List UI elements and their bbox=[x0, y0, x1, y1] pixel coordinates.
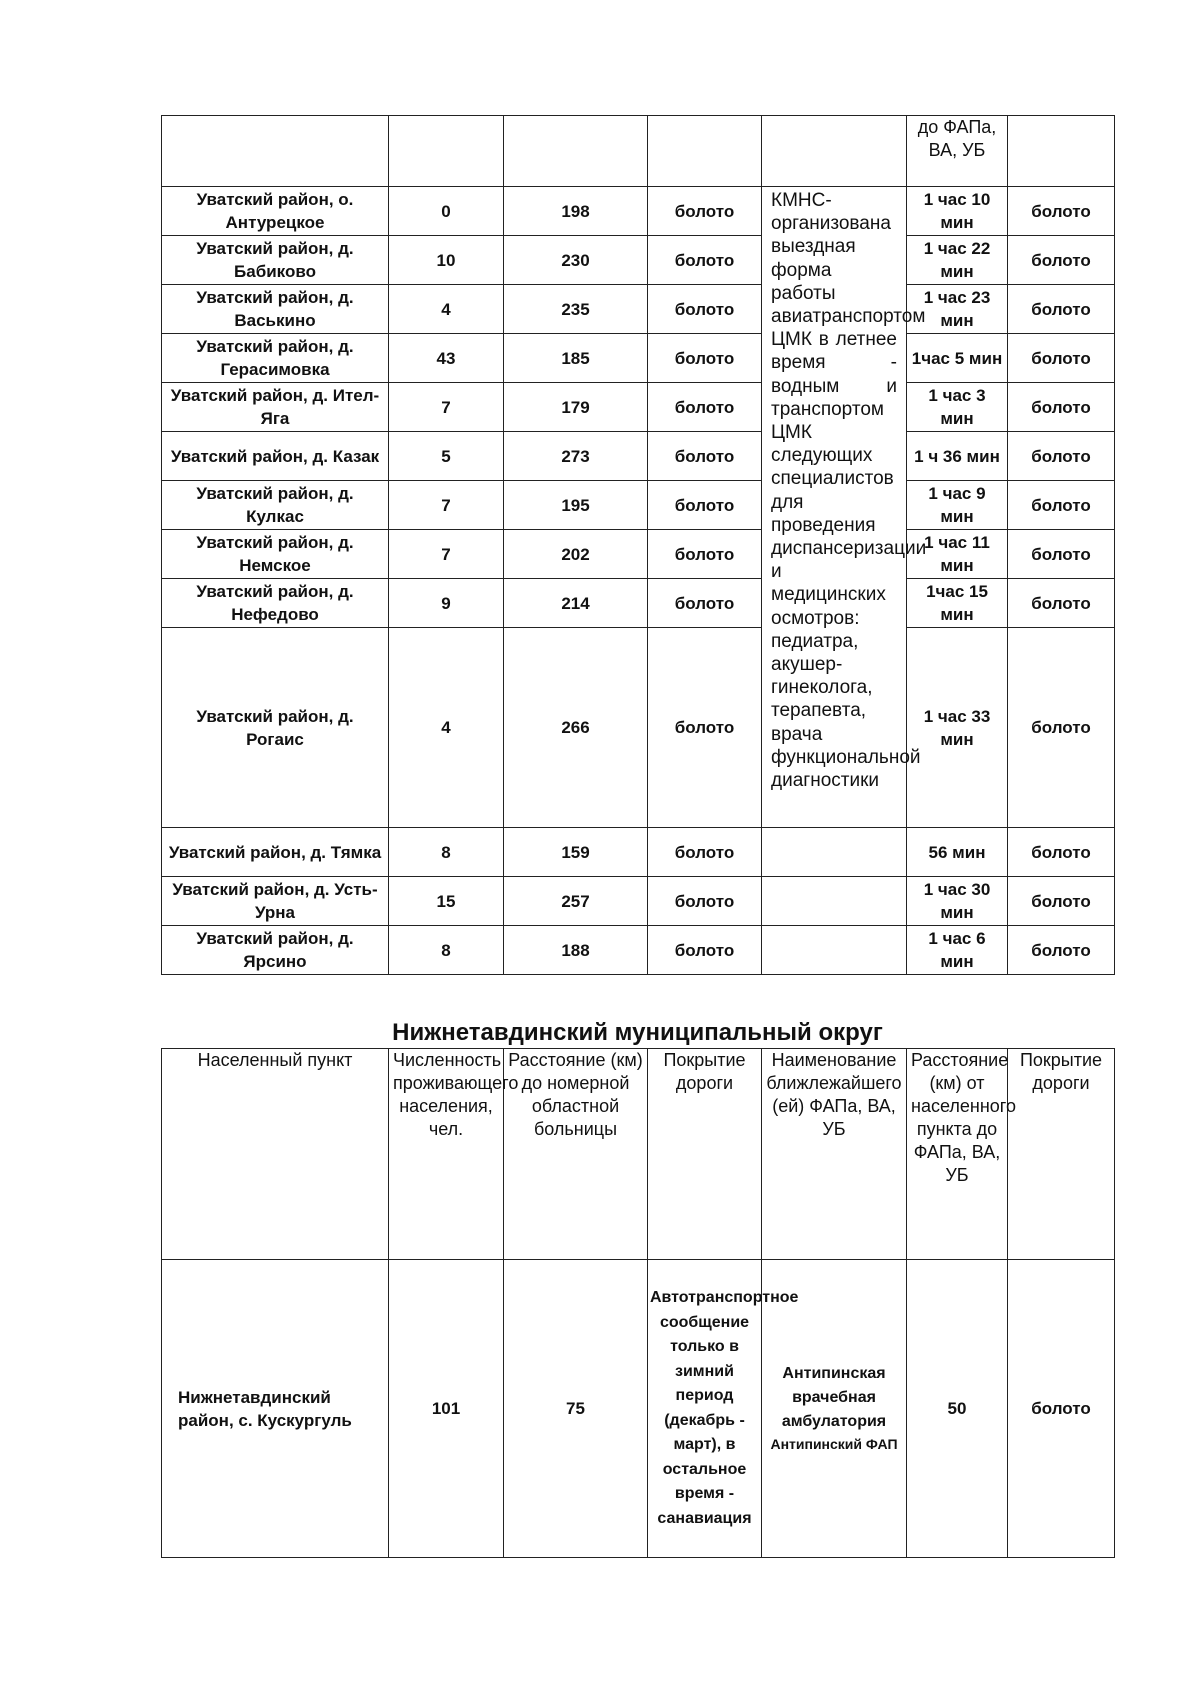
distance-cell: 214 bbox=[504, 579, 648, 628]
road2-cell: болото bbox=[1008, 579, 1115, 628]
table-header-continuation bbox=[162, 116, 1115, 187]
table-row bbox=[162, 432, 1115, 481]
distance-cell: 75 bbox=[504, 1260, 648, 1558]
table-row bbox=[162, 628, 1115, 828]
header-road: Покрытие дороги bbox=[648, 1049, 762, 1260]
road-cell: болото bbox=[648, 236, 762, 285]
time-cell: 56 мин bbox=[907, 828, 1008, 877]
distance-cell: 273 bbox=[504, 432, 648, 481]
table-row bbox=[162, 481, 1115, 530]
table-row bbox=[162, 877, 1115, 926]
road-cell: болото bbox=[648, 187, 762, 236]
place-cell: Уватский район, д. Ярсино bbox=[162, 926, 389, 975]
header-cell bbox=[1008, 116, 1115, 187]
distance-cell: 188 bbox=[504, 926, 648, 975]
road-cell: болото bbox=[648, 285, 762, 334]
distance-cell: 179 bbox=[504, 383, 648, 432]
place-cell: Уватский район, д. Бабиково bbox=[162, 236, 389, 285]
population-cell: 0 bbox=[389, 187, 504, 236]
header-distance-fap: Расстояние (км) от населенного пункта до ФАПа, ВА, УБ bbox=[907, 1049, 1008, 1260]
distance-cell: 195 bbox=[504, 481, 648, 530]
table-row bbox=[162, 187, 1115, 236]
population-cell: 7 bbox=[389, 530, 504, 579]
distance-cell: 266 bbox=[504, 628, 648, 828]
fap-sub-name: Антипинский ФАП bbox=[770, 1436, 898, 1452]
empty-cell bbox=[762, 877, 907, 926]
road2-cell: болото bbox=[1008, 383, 1115, 432]
table-row bbox=[162, 926, 1115, 975]
header-cell bbox=[389, 116, 504, 187]
place-cell: Уватский район, д. Казак bbox=[162, 432, 389, 481]
road-cell: болото bbox=[648, 926, 762, 975]
place-cell: Нижнетавдинский район, с. Кускургуль bbox=[162, 1260, 389, 1558]
time-cell: 1 час 30 мин bbox=[907, 877, 1008, 926]
road2-cell: болото bbox=[1008, 187, 1115, 236]
place-cell: Уватский район, д. Герасимовка bbox=[162, 334, 389, 383]
road2-cell: болото bbox=[1008, 285, 1115, 334]
distance-cell: 202 bbox=[504, 530, 648, 579]
distance-cell: 159 bbox=[504, 828, 648, 877]
distance-cell: 257 bbox=[504, 877, 648, 926]
road-cell: болото bbox=[648, 383, 762, 432]
table-row bbox=[162, 579, 1115, 628]
road2-cell: болото bbox=[1008, 1260, 1115, 1558]
population-cell: 7 bbox=[389, 481, 504, 530]
road2-cell: болото bbox=[1008, 530, 1115, 579]
road2-cell: болото bbox=[1008, 628, 1115, 828]
header-place: Населенный пункт bbox=[162, 1049, 389, 1260]
empty-cell bbox=[762, 926, 907, 975]
time-cell: 1час 5 мин bbox=[907, 334, 1008, 383]
road2-cell: болото bbox=[1008, 926, 1115, 975]
empty-cell bbox=[762, 828, 907, 877]
time-cell: 1 час 11 мин bbox=[907, 530, 1008, 579]
time-cell: 1 час 23 мин bbox=[907, 285, 1008, 334]
table-row bbox=[162, 383, 1115, 432]
road-cell: болото bbox=[648, 877, 762, 926]
place-cell: Уватский район, д. Нефедово bbox=[162, 579, 389, 628]
settlements-table-nizhnetavdinsky bbox=[161, 1048, 1115, 1558]
header-distance-hospital: Расстояние (км) до номерной областной больницы bbox=[504, 1049, 648, 1260]
population-cell: 8 bbox=[389, 828, 504, 877]
road2-cell: болото bbox=[1008, 432, 1115, 481]
time-cell: 1 час 10 мин bbox=[907, 187, 1008, 236]
population-cell: 101 bbox=[389, 1260, 504, 1558]
population-cell: 8 bbox=[389, 926, 504, 975]
table-row bbox=[162, 285, 1115, 334]
distance-cell: 235 bbox=[504, 285, 648, 334]
population-cell: 4 bbox=[389, 285, 504, 334]
distance-cell: 185 bbox=[504, 334, 648, 383]
place-cell: Уватский район, д. Немское bbox=[162, 530, 389, 579]
table-row bbox=[162, 530, 1115, 579]
table-header bbox=[162, 1049, 1115, 1260]
header-road2: Покрытие дороги bbox=[1008, 1049, 1115, 1260]
road-cell: болото bbox=[648, 481, 762, 530]
time-cell: 1 час 22 мин bbox=[907, 236, 1008, 285]
time-cell: 1час 15 мин bbox=[907, 579, 1008, 628]
population-cell: 10 bbox=[389, 236, 504, 285]
header-population: Численность проживающего населения, чел. bbox=[389, 1049, 504, 1260]
place-cell: Уватский район, д. Рогаис bbox=[162, 628, 389, 828]
header-cell bbox=[762, 116, 907, 187]
time-cell: 1 час 33 мин bbox=[907, 628, 1008, 828]
road-cell: болото bbox=[648, 334, 762, 383]
road-cell: болото bbox=[648, 530, 762, 579]
header-cell bbox=[162, 116, 389, 187]
place-cell: Уватский район, д. Ител-Яга bbox=[162, 383, 389, 432]
road-cell: болото bbox=[648, 628, 762, 828]
road2-cell: болото bbox=[1008, 334, 1115, 383]
header-cell bbox=[648, 116, 762, 187]
time-cell: 1 час 6 мин bbox=[907, 926, 1008, 975]
common-note-cell: КМНС- организована выездная форма работы авиатранспортом ЦМК в летнее время - водным и транспортом ЦМК следующих специалистов для проведения диспансеризации и медицинских осмотров: педиатра, акушер-гинеколога, терапевта, врача функциональной диагностики bbox=[762, 187, 907, 828]
road-cell: болото bbox=[648, 432, 762, 481]
settlements-table-uvat bbox=[161, 115, 1115, 975]
table-row bbox=[162, 236, 1115, 285]
fap-name: Антипинская врачебная амбулатория bbox=[781, 1365, 887, 1430]
place-cell: Уватский район, д. Усть-Урна bbox=[162, 877, 389, 926]
table-row bbox=[162, 1260, 1115, 1558]
population-cell: 43 bbox=[389, 334, 504, 383]
table-row bbox=[162, 334, 1115, 383]
road-cell: Автотранспортное сообщение только в зимний период (декабрь - март), в остальное время - санавиация bbox=[648, 1260, 762, 1558]
population-cell: 7 bbox=[389, 383, 504, 432]
time-cell: 1 ч 36 мин bbox=[907, 432, 1008, 481]
place-cell: Уватский район, д. Васькино bbox=[162, 285, 389, 334]
road2-cell: болото bbox=[1008, 828, 1115, 877]
population-cell: 9 bbox=[389, 579, 504, 628]
population-cell: 4 bbox=[389, 628, 504, 828]
place-cell: Уватский район, д. Кулкас bbox=[162, 481, 389, 530]
header-cell bbox=[504, 116, 648, 187]
road2-cell: болото bbox=[1008, 236, 1115, 285]
distance-cell: 230 bbox=[504, 236, 648, 285]
road-cell: болото bbox=[648, 579, 762, 628]
road2-cell: болото bbox=[1008, 481, 1115, 530]
place-cell: Уватский район, о. Антурецкое bbox=[162, 187, 389, 236]
road2-cell: болото bbox=[1008, 877, 1115, 926]
time-cell: 1 час 3 мин bbox=[907, 383, 1008, 432]
place-cell: Уватский район, д. Тямка bbox=[162, 828, 389, 877]
population-cell: 5 bbox=[389, 432, 504, 481]
population-cell: 15 bbox=[389, 877, 504, 926]
distance-cell: 198 bbox=[504, 187, 648, 236]
time-cell: 1 час 9 мин bbox=[907, 481, 1008, 530]
table-row bbox=[162, 828, 1115, 877]
header-nearest-fap: Наименование ближлежайшего (ей) ФАПа, ВА, УБ bbox=[762, 1049, 907, 1260]
road-cell: болото bbox=[648, 828, 762, 877]
header-cell-distance-fap: до ФАПа, ВА, УБ bbox=[907, 116, 1008, 187]
fap-distance-cell: 50 bbox=[907, 1260, 1008, 1558]
section-title: Нижнетавдинский муниципальный округ bbox=[392, 1019, 883, 1046]
